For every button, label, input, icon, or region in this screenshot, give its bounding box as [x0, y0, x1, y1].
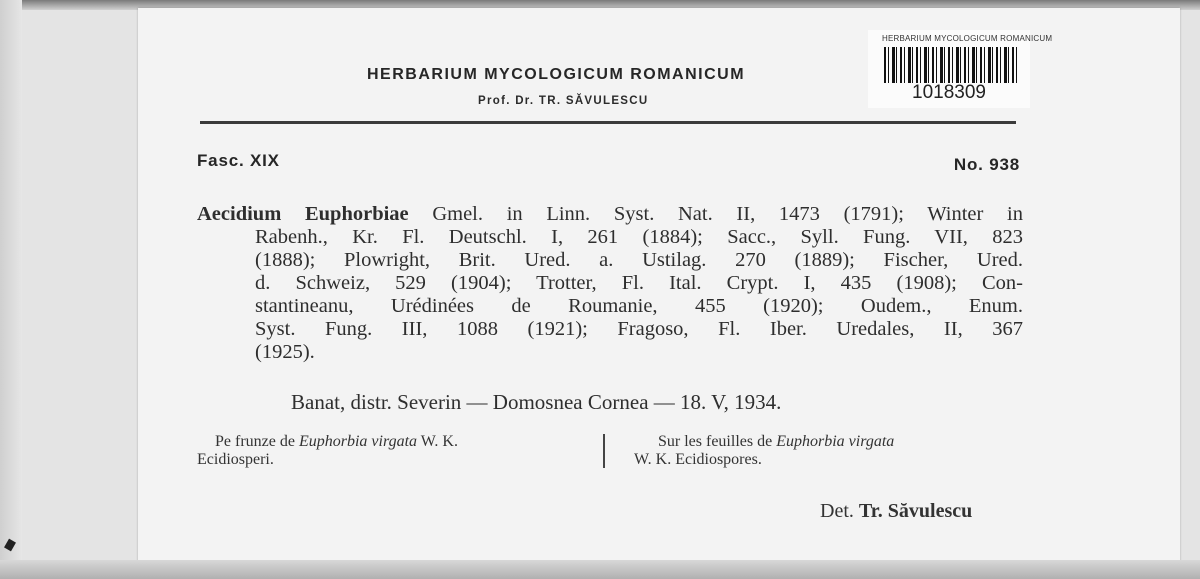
host-fr-prefix: Sur les feuilles de [658, 433, 777, 450]
species-citation [197, 203, 1023, 364]
host-ro-species: Euphorbia virgata [298, 433, 418, 450]
specimen-number: No. 938 [953, 155, 1020, 174]
citation-line-6: Syst. Fung. III, 1088 (1921); Fragoso, Fl. Iber. Uredales, II, 367 [255, 318, 1023, 340]
citation-line-2: Rabenh., Kr. Fl. Deutschl. I, 261 (1884); Sacc., Syll. Fung. VII, 823 [255, 226, 1023, 248]
left-edge [0, 0, 22, 579]
barcode-header: HERBARIUM MYCOLOGICUM ROMANICUM [882, 34, 1053, 43]
citation-line-4: d. Schweiz, 529 (1904); Trotter, Fl. Ital. Crypt. I, 435 (1908); Con- [255, 272, 1023, 294]
host-ro-line-1 [197, 433, 579, 451]
column-divider [603, 434, 605, 468]
barcode-number: 1018309 [912, 82, 986, 103]
barcode-sticker [868, 30, 1053, 108]
citation-line-5: stantineanu, Urédinées de Roumanie, 455 (1920); Oudem., Enum. [255, 295, 1023, 317]
collection-locality: Banat, distr. Severin — Domosnea Cornea — 18. V, 1934. [291, 390, 782, 414]
host-ro-line-2: Ecidiosperi. [197, 451, 274, 468]
host-ro-suffix: W. K. [417, 433, 458, 450]
herbarium-title: HERBARIUM MYCOLOGICUM ROMANICUM [367, 66, 746, 83]
citation-line-3: (1888); Plowright, Brit. Ured. a. Ustilag. 270 (1889); Fischer, Ured. [255, 249, 1023, 271]
host-fr-species: Euphorbia virgata [776, 433, 895, 450]
header-rule [200, 121, 1016, 124]
determiner [820, 500, 972, 523]
host-romanian [197, 433, 579, 469]
host-fr-line-1 [634, 433, 1026, 451]
citation-line-1 [197, 203, 1023, 226]
host-ro-prefix: Pe frunze de [215, 433, 299, 450]
determiner-prefix: Det. [820, 500, 859, 522]
species-name: Aecidium Euphorbiae [197, 203, 409, 225]
citation-line-7: (1925). [255, 341, 315, 363]
barcode-icon [884, 47, 1020, 83]
citation-text: Gmel. in Linn. Syst. Nat. II, 1473 (1791); Winter in [408, 203, 1023, 225]
host-french [634, 433, 1026, 469]
bottom-edge [0, 560, 1200, 579]
fascicle-number: Fasc. XIX [197, 151, 280, 170]
herbarium-editor: Prof. Dr. TR. SĂVULESCU [478, 95, 649, 107]
determiner-name: Tr. Săvulescu [858, 500, 973, 522]
host-fr-line-2: W. K. Ecidiospores. [634, 451, 762, 468]
